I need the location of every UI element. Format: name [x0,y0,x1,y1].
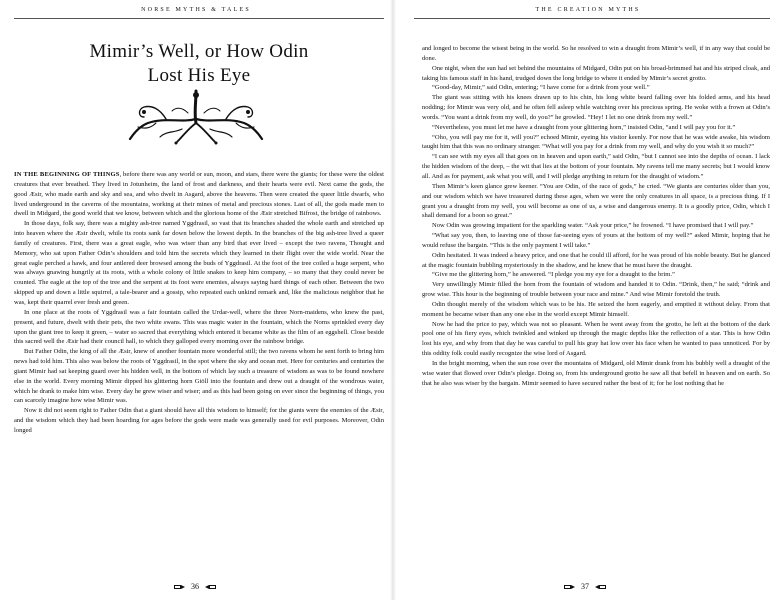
paragraph: “Good-day, Mimir,” said Odin, entering; “I have come for a drink from your well.” [432,84,650,92]
paragraph: Now he had the price to pay, which was not so pleasant. When he went away from the grotto, he left at the bottom of the dark pool one of his fiery eyes, which twinkled and winked up through the magic depths like the reflection of a star. This is how Odin lost his eye, and why from that day he was careful to pull his gray hat low over his face when he wanted to pass unnoticed. For by this oddity folk could easily recognize the wise lord of Asgard. [422,320,770,358]
paragraph: “What say you, then, to leaving one of those far-seeing eyes of yours at the bottom of my well?” asked Mimir, hoping that he would refuse the bargain. “This is the only payment I will take.” [422,232,770,249]
left-folio [174,582,216,591]
paragraph: In one place at the roots of Yggdrasil was a fair fountain called the Urdar-well, where the three Norn-maidens, who knew the past, present, and future, dwelt with their pets, the two white swans. This was magic water in the fountain, which the Norns sprinkled every day upon the giant tree to keep it green, – water so sacred that everything which entered it became white as the film of an eggshell. Close beside this sacred well the Æsir had their council hall, to which they galloped every morning over the rainbow bridge. [14,308,384,346]
opening-lead: IN THE BEGINNING OF THINGS [14,171,120,178]
paragraph [14,170,384,219]
paragraph: Then Mimir’s keen glance grew keener. “You are Odin, of the race of gods,” he cried. “We giants are centuries older than you, and our wisdom which we have treasured during these ages, when we were the only creatures in all space, is a precious thing. If I grant you a draught from my well, you will become as one of us, a wise and dangerous enemy. It is a goodly price, Odin, which I shall demand for a boon so great.” [422,182,770,220]
tree-root-flourish-icon [126,89,266,145]
right-running-head: THE CREATION MYTHS [535,7,641,13]
page-number-left: 36 [191,582,199,591]
left-running-head: NORSE MYTHS & TALES [141,7,251,13]
paragraph: The giant was sitting with his knees drawn up to his chin, his long white beard falling over his folded arms, and his head nodding; for Mimir was very old, and he often fell asleep while watching over his precious spring. He woke with a frown at Odin’s words. “You want a drink from my well, do you?” he growled. “Hey! I let no one drink from my well.” [422,94,770,121]
paragraph: Odin hesitated. It was indeed a heavy price, and one that he could ill afford, for he was proud of his noble beauty. But he glanced at the magic fountain bubbling mysteriously in the shadow, and he knew that he must have the draught. [422,251,770,269]
paragraph: Very unwillingly Mimir filled the horn from the fountain of wisdom and handed it to Odin. “Drink, then,” he said; “drink and grow wise. This hour is the beginning of trouble between your race and mine.” And wise Mimir foretold the truth. [422,281,770,299]
paragraph: Odin thought merely of the wisdom which was to be his. He seized the horn eagerly, and emptied it without delay. From that moment he became wiser than any one else in the world except Mimir himself. [422,300,770,318]
decorative-hand-icon [204,584,216,590]
paragraph: One night, when the sun had set behind the mountains of Midgard, Odin put on his broad-brimmed hat and his striped cloak, and taking his famous staff in his hand, trudged down the long bridge to where it ended by Mimir’s secret grotto. [422,64,770,82]
left-body-text [14,170,384,436]
chapter-title-line1: Mimir’s Well, or How Odin [89,41,309,62]
right-body-text [422,44,770,389]
page-number-right: 37 [581,582,589,591]
right-header-rule [414,18,770,19]
paragraph: But Father Odin, the king of all the Æsir, knew of another fountain more wonderful still; the two ravens whom he sent forth to bring him news had told him. This also was below the roots of Yggdrasil, in the spot where the sky and ocean met. Here for centuries and centuries the giant Mimir had sat keeping guard over his hidden well, in the bottom of which lay such a treasure of wisdom as was to be found nowhere else in the world. Every morning Mimir dipped his glittering horn Giöll into the fountain and drew out a draught of the wondrous water, which he drank to make him wise. Every day he grew wiser and wiser; and as this had been going on ever since the beginning of things, you can scarcely imagine how wise Mimir was. [14,348,384,405]
paragraph-text: , before there was any world or sun, moon, and stars, there were the giants; for these were the oldest creatures that ever breathed. They lived in Jotunheim, the land of frost and darkness, and their hearts were evil. Next came the gods, the good Æsir, who made earth and sky and sea, and who dwelt in Asgard, above the heavens. Then were created the queer little dwarfs, who lived underground in the caverns of the mountains, working at their mines of metal and precious stones. Last of all, the gods made men to dwell in Midgard, the good world that we know, between which and the glorious home of the Æsir stretched Bifrost, the bridge of rainbows. [14,171,384,218]
left-header-rule [14,18,384,19]
paragraph: “Nevertheless, you must let me have a draught from your glittering horn,” insisted Odin, “and I will pay you for it.” [432,123,736,131]
chapter-title [14,40,384,88]
decorative-hand-icon [174,584,186,590]
paragraph: In the bright morning, when the sun rose over the mountains of Midgard, old Mimir drank from his bubbly well a draught of the wise water that flowed over Odin’s pledge. Doing so, from his underground grotto he saw all that befell in heaven and on earth. So that he also was wiser by the bargain. Mimir seemed to have secured rather the best of it; for he lost nothing that he [422,360,770,387]
paragraph: Now it did not seem right to Father Odin that a giant should have all this wisdom to himself; for the giants were the enemies of the Æsir, and the wisdom which they had been hoarding for ages before the gods were made was generally used for evil purposes. Moreover, Odin longed [14,407,384,434]
paragraph: Now Odin was growing impatient for the sparkling water. “Ask your price,” he frowned. “I have promised that I will pay.” [432,222,754,230]
paragraph: “Oho, you will pay me for it, will you?” echoed Mimir, eyeing his visitor keenly. For now that he was wide awake, his wisdom taught him that this was no ordinary stranger. “What will you pay for a drink from my well, and why do you wish it so much?” [422,133,770,151]
right-folio [564,582,606,591]
paragraph: In those days, folk say, there was a mighty ash-tree named Yggdrasil, so vast that its branches shaded the whole earth and stretched up into heaven where the Æsir dwelt, while its roots sank far down below the lowest depth. In the branches of the big ash-tree lived a queer family of creatures. First, there was a great eagle, who was wiser than any bird that ever lived – except the two ravens, Thought and Memory, who sat upon Father Odin’s shoulders and told him the secrets which they learned in their flight over the wide world. Near the great eagle perched a hawk, and four antlered deer browsed among the buds of Yggdrasil. At the foot of the tree coiled a huge serpent, who was always gnawing hungrily at its roots, with a whole colony of little snakes to keep him company, – so many that they could never be counted. The eagle at the top of the tree and the serpent at its foot were enemies, always saying hard things of each other. Between the two skipped up and down a little squirrel, a tale-bearer and a gossip, who repeated each unkind remark and, like the malicious neighbor that he was, kept their quarrel ever fresh and green. [14,220,384,306]
paragraph: “Give me the glittering horn,” he answered. “I pledge you my eye for a draught to the brim.” [432,271,675,279]
paragraph: “I can see with my eyes all that goes on in heaven and upon earth,” said Odin, “but I cannot see into the depths of ocean. I lack the hidden wisdom of the deep, – the wit that lies at the bottom of your fountain. My ravens tell me many secrets; but I would know all. And as for payment, ask what you will, and I will pledge anything in return for the draught of wisdom.” [422,153,770,180]
decorative-hand-icon [594,584,606,590]
chapter-title-line2: Lost His Eye [147,65,251,86]
decorative-hand-icon [564,584,576,590]
paragraph: and longed to become the wisest being in the world. So he resolved to win a draught from Mimir’s well, if in any way that could be done. [422,45,770,62]
